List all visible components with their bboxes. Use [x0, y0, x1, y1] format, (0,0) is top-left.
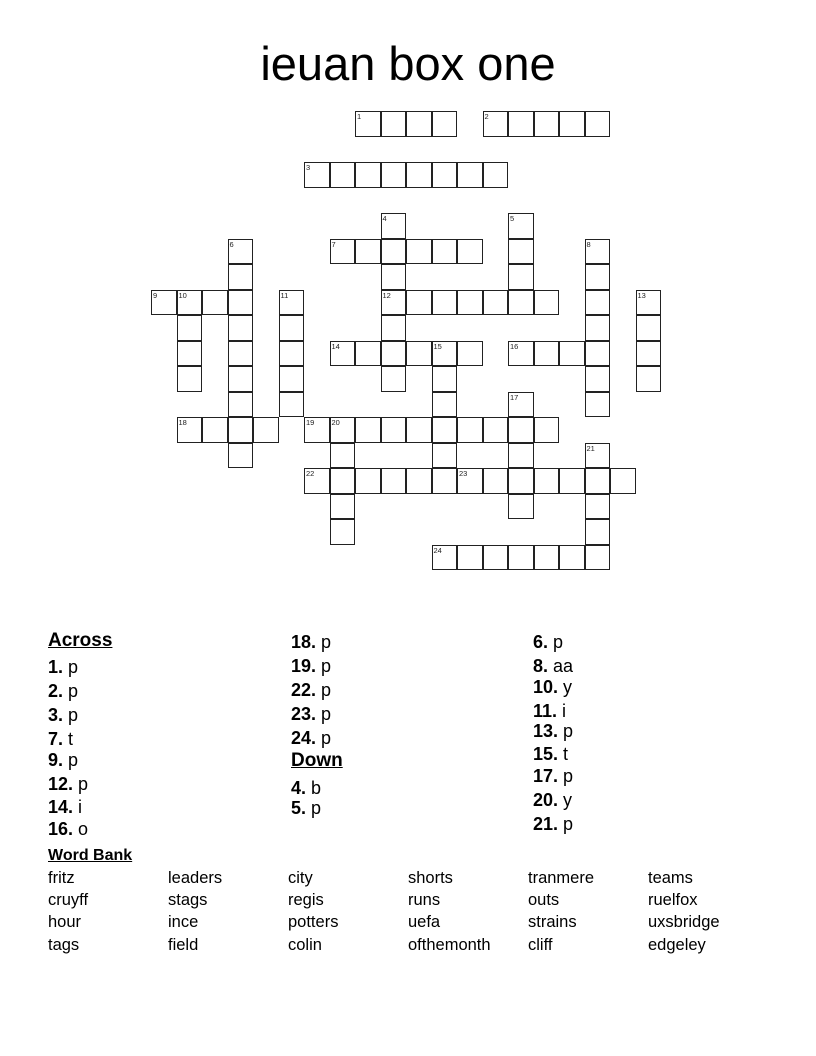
grid-cell[interactable] [508, 443, 534, 469]
cell-number: 8 [586, 239, 591, 249]
grid-cell[interactable] [585, 315, 611, 341]
grid-cell[interactable] [406, 290, 432, 316]
word-bank-item: potters [288, 913, 339, 931]
word-bank-item: fritz [48, 869, 75, 887]
clue-down-21: 21. p [533, 814, 574, 834]
grid-cell[interactable] [381, 264, 407, 290]
clue-down-5: 5. p [291, 798, 322, 818]
cell-number: 5 [510, 214, 515, 223]
grid-cell[interactable] [355, 162, 381, 188]
word-bank-item: cliff [528, 936, 553, 954]
grid-cell[interactable] [483, 290, 509, 316]
grid-cell[interactable] [534, 417, 560, 443]
grid-cell[interactable] [381, 315, 407, 341]
clue-down-4: 4. b [291, 778, 322, 798]
grid-cell[interactable] [177, 366, 203, 392]
clue-down-10: 10. y [533, 677, 573, 697]
grid-cell[interactable] [381, 213, 407, 239]
cell-number: 23 [459, 469, 468, 478]
grid-cell[interactable] [406, 341, 432, 367]
grid-cell[interactable] [381, 239, 407, 265]
grid-cell[interactable] [432, 162, 458, 188]
word-bank-item: strains [528, 913, 577, 931]
word-bank-item: ince [168, 913, 199, 931]
grid-cell[interactable] [483, 417, 509, 443]
grid-cell[interactable] [228, 290, 254, 316]
grid-cell[interactable] [585, 545, 611, 571]
grid-cell[interactable] [636, 315, 662, 341]
grid-cell[interactable] [228, 417, 254, 443]
grid-cell[interactable] [585, 264, 611, 290]
grid-cell[interactable] [355, 239, 381, 265]
cell-number: 21 [586, 443, 595, 453]
grid-cell[interactable] [432, 417, 458, 443]
grid-cell[interactable] [508, 239, 534, 265]
clue-across-1: 1. p [48, 657, 79, 677]
grid-cell[interactable] [585, 366, 611, 392]
grid-cell[interactable] [534, 468, 560, 494]
word-bank-item: tranmere [528, 869, 595, 887]
cell-number: 11 [280, 290, 289, 300]
grid-cell[interactable] [381, 366, 407, 392]
word-bank-item: teams [648, 869, 693, 887]
grid-cell[interactable] [406, 468, 432, 494]
grid-cell[interactable] [559, 468, 585, 494]
word-bank-item: ofthemonth [408, 936, 491, 954]
grid-cell[interactable] [508, 545, 534, 571]
grid-cell[interactable] [432, 545, 458, 571]
grid-cell[interactable] [330, 239, 356, 265]
grid-cell[interactable] [279, 315, 305, 341]
clue-down-8: 8. aa [533, 656, 574, 676]
grid-cell[interactable] [457, 290, 483, 316]
grid-cell[interactable] [585, 519, 611, 545]
grid-cell[interactable] [534, 111, 560, 137]
grid-cell[interactable] [508, 111, 534, 137]
cell-number: 7 [331, 239, 336, 249]
cell-number: 20 [331, 418, 340, 427]
grid-cell[interactable] [432, 239, 458, 265]
grid-cell[interactable] [228, 341, 254, 367]
grid-cell[interactable] [330, 162, 356, 188]
word-bank-item: stags [168, 891, 208, 909]
grid-cell[interactable] [381, 468, 407, 494]
grid-cell[interactable] [151, 290, 177, 316]
cell-number: 3 [306, 163, 311, 172]
grid-cell[interactable] [406, 239, 432, 265]
grid-cell[interactable] [585, 392, 611, 418]
grid-cell[interactable] [330, 494, 356, 520]
word-bank-item: colin [288, 936, 322, 954]
cell-number: 13 [637, 290, 646, 300]
word-bank-item: uefa [408, 913, 441, 931]
word-bank-item: leaders [168, 869, 223, 887]
puzzle-title: ieuan box one [260, 37, 556, 90]
grid-cell[interactable] [228, 264, 254, 290]
grid-cell[interactable] [457, 341, 483, 367]
grid-cell[interactable] [432, 468, 458, 494]
grid-cell[interactable] [304, 468, 330, 494]
word-bank-item: shorts [408, 869, 453, 887]
grid-cell[interactable] [330, 417, 356, 443]
clue-down-6: 6. p [533, 632, 564, 652]
grid-cell[interactable] [304, 417, 330, 443]
grid-cell[interactable] [304, 162, 330, 188]
cell-number: 1 [357, 112, 362, 121]
grid-cell[interactable] [585, 290, 611, 316]
grid-cell[interactable] [432, 366, 458, 392]
grid-cell[interactable] [636, 341, 662, 367]
grid-cell[interactable] [508, 468, 534, 494]
cell-number: 9 [153, 290, 158, 300]
grid-cell[interactable] [432, 290, 458, 316]
cell-number: 6 [229, 239, 234, 249]
word-bank-item: city [288, 869, 313, 887]
grid-cell[interactable] [610, 468, 636, 494]
clue-across-12: 12. p [48, 774, 89, 794]
grid-cell[interactable] [432, 341, 458, 367]
grid-cell[interactable] [483, 545, 509, 571]
grid-cell[interactable] [279, 392, 305, 418]
word-bank-item: runs [408, 891, 441, 909]
grid-cell[interactable] [177, 417, 203, 443]
clue-across-19: 19. p [291, 656, 332, 676]
grid-cell[interactable] [355, 111, 381, 137]
clue-down-17: 17. p [533, 766, 574, 786]
clue-across-18: 18. p [291, 632, 332, 652]
grid-cell[interactable] [381, 341, 407, 367]
cell-number: 22 [306, 469, 315, 478]
cell-number: 16 [510, 341, 519, 351]
grid-cell[interactable] [406, 111, 432, 137]
across-heading: Across [48, 630, 113, 651]
grid-cell[interactable] [508, 392, 534, 418]
grid-cell[interactable] [508, 417, 534, 443]
grid-cell[interactable] [457, 468, 483, 494]
grid-cell[interactable] [381, 417, 407, 443]
clue-across-23: 23. p [291, 704, 332, 724]
grid-cell[interactable] [355, 468, 381, 494]
clue-across-7: 7. t [48, 729, 74, 749]
grid-cell[interactable] [636, 290, 662, 316]
word-bank-item: hour [48, 913, 82, 931]
grid-cell[interactable] [253, 417, 279, 443]
word-bank-item: uxsbridge [648, 913, 720, 931]
clue-across-14: 14. i [48, 797, 83, 817]
grid-cell[interactable] [534, 290, 560, 316]
grid-cell[interactable] [636, 366, 662, 392]
cell-number: 17 [510, 392, 519, 402]
grid-cell[interactable] [483, 468, 509, 494]
grid-cell[interactable] [330, 468, 356, 494]
clue-down-11: 11. i [533, 701, 567, 721]
clue-across-3: 3. p [48, 705, 79, 725]
word-bank-item: tags [48, 936, 80, 954]
grid-cell[interactable] [483, 111, 509, 137]
word-bank-item: field [168, 936, 199, 954]
grid-cell[interactable] [228, 315, 254, 341]
grid-cell[interactable] [381, 111, 407, 137]
grid-cell[interactable] [585, 111, 611, 137]
grid-cell[interactable] [279, 290, 305, 316]
word-bank-item: outs [528, 891, 560, 909]
grid-cell[interactable] [432, 111, 458, 137]
grid-cell[interactable] [585, 494, 611, 520]
clue-across-2: 2. p [48, 681, 79, 701]
word-bank-title: Word Bank [48, 847, 133, 864]
clue-across-22: 22. p [291, 680, 332, 700]
grid-cell[interactable] [406, 162, 432, 188]
grid-cell[interactable] [228, 443, 254, 469]
cell-number: 2 [484, 112, 489, 121]
grid-cell[interactable] [330, 443, 356, 469]
cell-number: 15 [433, 341, 442, 351]
cell-number: 19 [306, 418, 315, 427]
clue-across-24: 24. p [291, 728, 332, 748]
grid-cell[interactable] [457, 162, 483, 188]
grid-cell[interactable] [508, 341, 534, 367]
grid-cell[interactable] [355, 417, 381, 443]
grid-cell[interactable] [177, 315, 203, 341]
word-bank-item: cruyff [48, 891, 89, 909]
grid-cell[interactable] [432, 392, 458, 418]
grid-cell[interactable] [381, 290, 407, 316]
grid-cell[interactable] [228, 239, 254, 265]
grid-cell[interactable] [508, 264, 534, 290]
grid-cell[interactable] [330, 519, 356, 545]
word-bank-item: regis [288, 891, 324, 909]
clue-down-20: 20. y [533, 790, 573, 810]
grid-cell[interactable] [457, 239, 483, 265]
grid-cell[interactable] [355, 341, 381, 367]
grid-cell[interactable] [330, 341, 356, 367]
cell-number: 4 [382, 214, 387, 223]
grid-cell[interactable] [432, 443, 458, 469]
grid-cell[interactable] [381, 162, 407, 188]
grid-cell[interactable] [585, 341, 611, 367]
grid-cell[interactable] [457, 545, 483, 571]
grid-cell[interactable] [279, 341, 305, 367]
word-bank-item: edgeley [648, 936, 706, 954]
cell-number: 12 [382, 290, 391, 300]
cell-number: 14 [331, 341, 340, 351]
grid-cell[interactable] [228, 366, 254, 392]
grid-cell[interactable] [508, 213, 534, 239]
grid-cell[interactable] [585, 468, 611, 494]
grid-cell[interactable] [177, 290, 203, 316]
grid-cell[interactable] [559, 545, 585, 571]
clue-down-13: 13. p [533, 721, 574, 741]
grid-cell[interactable] [406, 417, 432, 443]
grid-cell[interactable] [534, 341, 560, 367]
grid-cell[interactable] [534, 545, 560, 571]
grid-cell[interactable] [559, 111, 585, 137]
word-bank-item: ruelfox [648, 891, 698, 909]
grid-cell[interactable] [177, 341, 203, 367]
cell-number: 10 [178, 290, 187, 300]
grid-cell[interactable] [202, 417, 228, 443]
down-heading: Down [291, 750, 343, 771]
grid-cell[interactable] [202, 290, 228, 316]
clue-across-9: 9. p [48, 750, 79, 770]
cell-number: 24 [433, 545, 442, 555]
grid-cell[interactable] [483, 162, 509, 188]
clue-down-15: 15. t [533, 744, 569, 764]
grid-cell[interactable] [559, 341, 585, 367]
grid-cell[interactable] [279, 366, 305, 392]
clue-across-16: 16. o [48, 819, 89, 839]
grid-cell[interactable] [508, 494, 534, 520]
grid-cell[interactable] [585, 239, 611, 265]
grid-cell[interactable] [457, 417, 483, 443]
cell-number: 18 [178, 418, 187, 427]
grid-cell[interactable] [228, 392, 254, 418]
grid-cell[interactable] [508, 290, 534, 316]
grid-cell[interactable] [585, 443, 611, 469]
